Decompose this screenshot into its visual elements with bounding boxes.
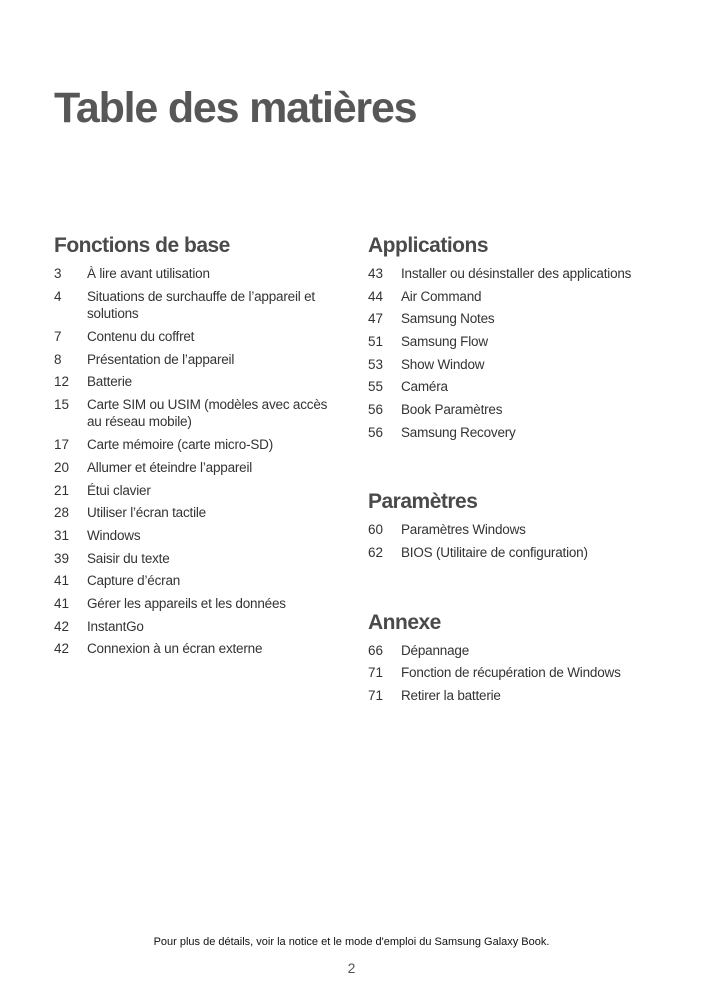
toc-entry[interactable]	[54, 640, 344, 658]
toc-entry-page: 51	[368, 334, 384, 350]
toc-entry-label: Installer ou désinstaller des applications	[401, 266, 632, 281]
toc-entry-page: 44	[368, 288, 384, 304]
toc-entry-label: Windows	[87, 527, 141, 543]
toc-entry-page: 17	[54, 437, 70, 453]
toc-entry[interactable]	[54, 482, 344, 500]
toc-entry-label: Gérer les appareils et les données	[87, 595, 286, 611]
toc-entry-label: Utiliser l’écran tactile	[87, 505, 206, 521]
toc-entry-label: À lire avant utilisation	[87, 266, 210, 281]
toc-entry[interactable]	[368, 544, 668, 562]
toc-entry[interactable]	[54, 527, 344, 545]
toc-list	[54, 265, 344, 658]
page-number: 2	[347, 960, 356, 976]
toc-list	[368, 642, 668, 705]
section-title: Annexe	[368, 610, 441, 634]
toc-list	[368, 265, 668, 441]
toc-entry[interactable]	[54, 265, 344, 283]
toc-entry-page: 42	[54, 618, 70, 634]
section-parametres	[368, 487, 668, 561]
toc-entry-label: Paramètres Windows	[401, 522, 526, 538]
toc-entry-label: Samsung Flow	[401, 334, 488, 350]
toc-entry[interactable]	[54, 595, 344, 613]
toc-entry[interactable]	[368, 356, 668, 374]
section-title: Applications	[368, 234, 489, 257]
toc-entry[interactable]	[368, 642, 668, 660]
toc-entry[interactable]	[54, 351, 344, 369]
toc-entry-page: 56	[368, 402, 384, 418]
page-title: Table des matières	[54, 84, 417, 132]
toc-entry-label: Book Paramètres	[401, 402, 503, 418]
toc-entry-page: 4	[54, 288, 62, 304]
toc-entry-label: Allumer et éteindre l’appareil	[87, 459, 253, 475]
toc-entry-page: 20	[54, 459, 70, 475]
toc-entry-label: Air Command	[401, 288, 482, 304]
toc-entry[interactable]	[54, 459, 344, 477]
toc-entry-label: Situations de surchauffe de l’appareil et solutions	[87, 288, 315, 322]
toc-entry-page: 7	[54, 328, 62, 344]
toc-entry-page: 3	[54, 266, 62, 281]
toc-entry-page: 8	[54, 351, 62, 367]
toc-entry-page: 42	[54, 641, 70, 657]
toc-entry[interactable]	[368, 265, 668, 283]
toc-entry[interactable]	[54, 288, 344, 323]
toc-entry-page: 47	[368, 311, 384, 327]
toc-entry[interactable]	[368, 687, 668, 705]
section-annexe	[368, 608, 668, 705]
toc-entry-label: Saisir du texte	[87, 550, 170, 566]
toc-entry-label: Batterie	[87, 374, 132, 390]
toc-entry[interactable]	[368, 664, 668, 682]
toc-entry[interactable]	[54, 373, 344, 391]
section-fonctions-de-base	[54, 231, 344, 658]
toc-entry-page: 15	[54, 396, 70, 412]
toc-entry-page: 62	[368, 545, 384, 560]
toc-entry[interactable]	[368, 401, 668, 419]
toc-entry-page: 71	[368, 665, 384, 681]
toc-entry-page: 43	[368, 266, 384, 281]
toc-entry-label: Samsung Recovery	[401, 424, 516, 440]
toc-entry-label: Capture d’écran	[87, 573, 181, 589]
section-title: Fonctions de base	[54, 234, 230, 257]
toc-entry-page: 66	[368, 642, 384, 658]
toc-entry-label: Étui clavier	[87, 482, 151, 498]
toc-entry-page: 60	[368, 522, 384, 538]
toc-entry[interactable]	[368, 310, 668, 328]
section-title: Paramètres	[368, 490, 478, 514]
toc-entry-label: Samsung Notes	[401, 311, 495, 327]
toc-entry-label: InstantGo	[87, 618, 144, 634]
toc-entry[interactable]	[54, 328, 344, 346]
toc-entry-page: 53	[368, 356, 384, 372]
left-column	[54, 231, 344, 704]
toc-entry-page: 39	[54, 550, 70, 566]
toc-entry-page: 28	[54, 505, 70, 521]
toc-entry[interactable]	[368, 288, 668, 306]
toc-entry[interactable]	[368, 333, 668, 351]
toc-entry-page: 41	[54, 595, 70, 611]
toc-entry[interactable]	[368, 521, 668, 539]
toc-entry[interactable]	[54, 436, 344, 454]
toc-entry-label: Dépannage	[401, 642, 470, 658]
section-applications	[368, 231, 668, 441]
toc-entry-page: 71	[368, 687, 384, 703]
toc-entry-page: 21	[54, 482, 70, 498]
toc-entry-page: 55	[368, 379, 384, 395]
toc-entry-page: 12	[54, 374, 70, 390]
toc-entry-label: Contenu du coffret	[87, 328, 195, 344]
toc-entry[interactable]	[368, 378, 668, 396]
toc-entry[interactable]	[54, 550, 344, 568]
toc-entry-label: Présentation de l’appareil	[87, 351, 235, 367]
toc-entry-label: Carte SIM ou USIM (modèles avec accès au réseau mobile)	[87, 396, 328, 430]
toc-entry-label: Fonction de récupération de Windows	[401, 665, 621, 681]
toc-entry-page: 41	[54, 573, 70, 589]
toc-entry-page: 31	[54, 527, 70, 543]
footer-note: Pour plus de détails, voir la notice et le mode d'emploi du Samsung Galaxy Book.	[153, 936, 550, 948]
toc-entry-label: Show Window	[401, 356, 485, 372]
toc-entry-page: 56	[368, 424, 384, 440]
toc-entry-label: Caméra	[401, 379, 448, 395]
toc-entry-label: Carte mémoire (carte micro-SD)	[87, 437, 274, 453]
toc-entry-label: Connexion à un écran externe	[87, 641, 263, 657]
toc-entry[interactable]	[54, 618, 344, 636]
toc-entry[interactable]	[368, 424, 668, 442]
toc-entry[interactable]	[54, 504, 344, 522]
toc-entry[interactable]	[54, 396, 344, 431]
toc-list	[368, 521, 668, 561]
toc-entry-label: Retirer la batterie	[401, 687, 501, 703]
right-column	[368, 231, 668, 750]
toc-entry[interactable]	[54, 572, 344, 590]
toc-entry-label: BIOS (Utilitaire de configuration)	[401, 545, 588, 560]
